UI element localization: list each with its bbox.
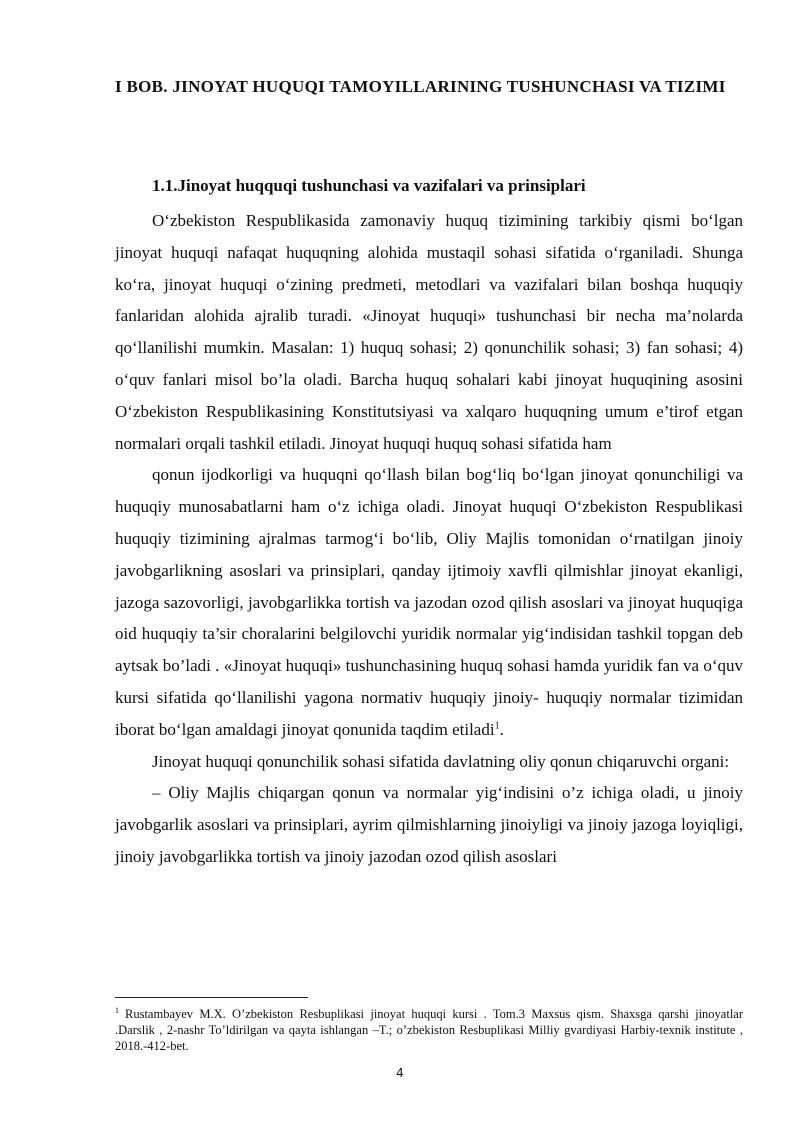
section-title: 1.1.Jinoyat huqquqi tushunchasi va vazifalari va prinsiplari [152,176,586,195]
page-number: 4 [396,1066,404,1080]
paragraph-end: . [499,719,504,739]
chapter-title: I BOB. JINOYAT HUQUQI TAMOYILLARINING TUSHUNCHASI VA TIZIMI [115,77,726,96]
paragraph: O‘zbekiston Respublikasida zamonaviy huquq tizimining tarkibiy qismi bo‘lgan jinoyat huquqi nafaqat huquqning alohida mustaqil sohasi sifatida o‘rganiladi. Shunga ko‘ra, jinoyat huquqi o‘zining predmeti, metodlari va vazifalari bilan boshqa huquqiy fanlaridan alohida ajralib turadi. «Jinoyat huquqi» tushunchasi bir necha ma’nolarda qo‘llanilishi mumkin. Masalan: 1) huquq sohasi; 2) qonunchilik sohasi; 3) fan sohasi; 4) o‘quv fanlari misol bo’la oladi. Barcha huquq sohalari kabi jinoyat huquqining asosini O‘zbekiston Respublikasining Konstitutsiyasi va xalqaro huquqning umum e’tirof etgan normalari orqali tashkil etiladi. Jinoyat huquqi huquq sohasi sifatida ham [115,211,743,453]
body-text [115,205,743,873]
footnote [115,1006,743,1054]
paragraph: – Oliy Majlis chiqargan qonun va normalar yig‘indisini o’z ichiga oladi, u jinoiy javobgarlik asoslari va prinsiplari, ayrim qilmishlarning jinoiyligi va jinoiy jazoga loyiqligi, jinoiy javobgarlikka tortish va jinoiy jazodan ozod qilish asoslari [115,783,743,866]
paragraph-text: qonun ijodkorligi va huquqni qo‘llash bilan bog‘liq bo‘lgan jinoyat qonunchiligi va huquqiy munosabatlarni ham o‘z ichiga oladi. Jinoyat huquqi O‘zbekiston Respublikasi huquqiy tizimining ajralmas tarmog‘i bo‘lib, Oliy Majlis tomonidan o‘rnatilgan jinoiy javobgarlikning asoslari va prinsiplari, qanday ijtimoiy xavfli qilmishlar jinoyat ekanligi, jazoga sazovorligi, javobgarlikka tortish va jazodan ozod qilish asoslari va jinoyat huquqiga oid huquqiy ta’sir choralarini belgilovchi yuridik normalar yig‘indisidan tashkil topgan deb aytsak bo’ladi . «Jinoyat huquqi» tushunchasining huquq sohasi hamda yuridik fan va o‘quv kursi sifatida qo‘llanilishi yagona normativ huquqiy jinoiy- huquqiy normalar tizimidan iborat bo‘lgan amaldagi jinoyat qonunida taqdim etiladi [115,465,743,739]
footnote-reference[interactable]: 1 [494,720,500,732]
paragraph [115,459,743,745]
footnote-divider [115,997,308,998]
paragraph: Jinoyat huquqi qonunchilik sohasi sifatida davlatning oliy qonun chiqaruvchi organi: [152,751,730,771]
footnote-text: Rustambayev M.X. O’zbekiston Resbuplikasi jinoyat huquqi kursi . Tom.3 Maxsus qism. Shaxsga qarshi jinoyatlar .Darslik , 2-nashr To’ldirilgan va qayta ishlangan –T.; o’zbekiston Resbuplikasi Milliy gvardiyasi Harbiy-texnik institute , 2018.-412-bet. [115,1007,743,1053]
footnote-number: 1 [115,1005,119,1015]
